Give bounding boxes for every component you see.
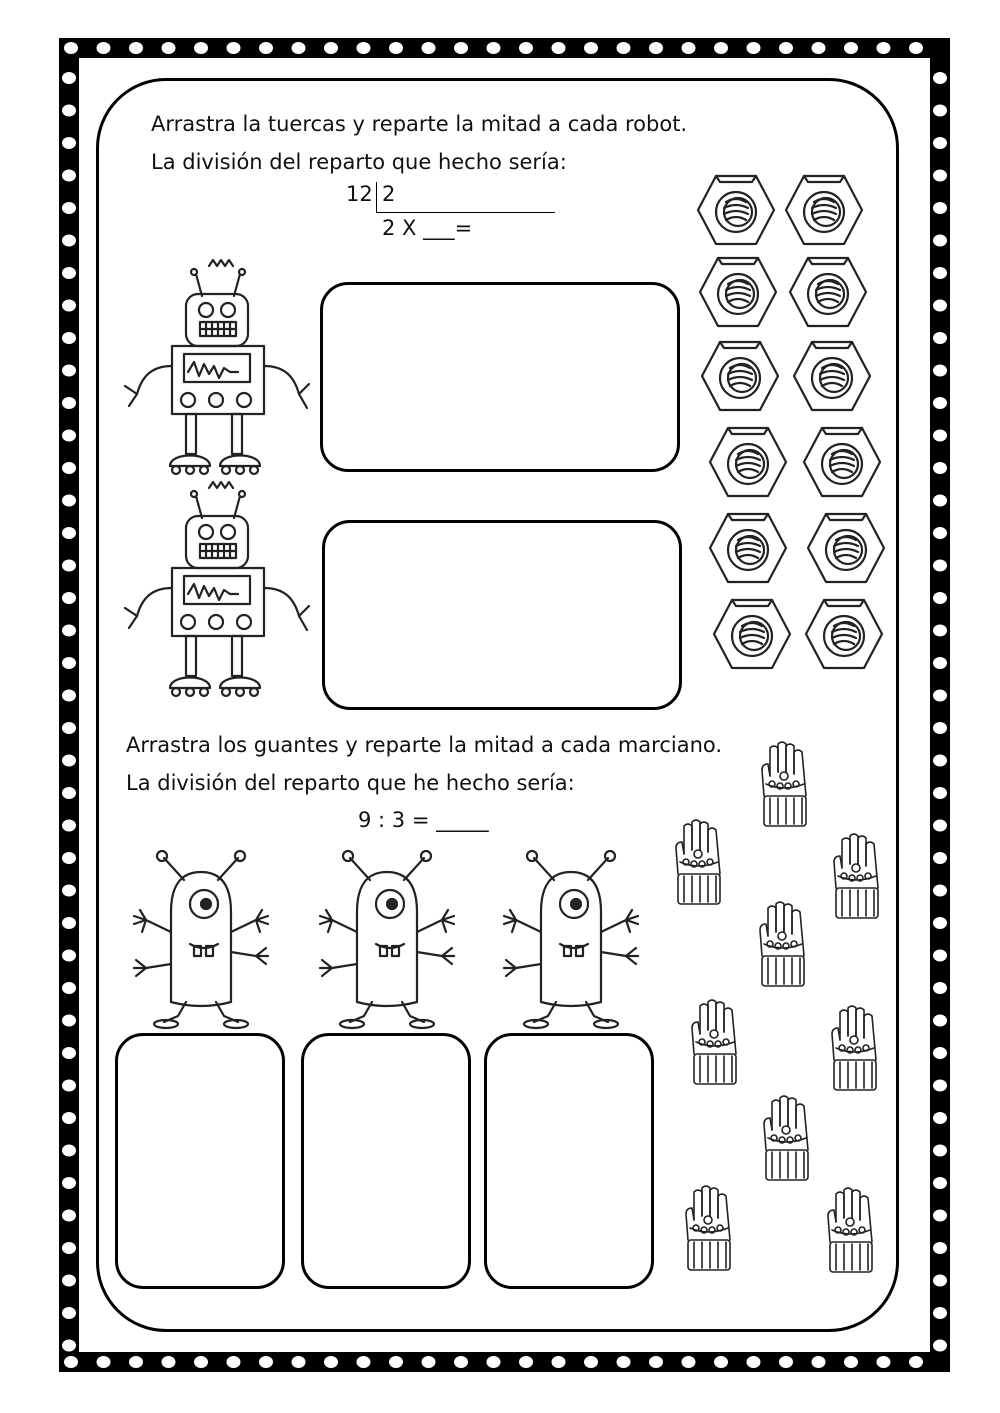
border-dot <box>62 755 76 767</box>
border-dot <box>422 42 436 54</box>
border-dot <box>227 1356 241 1368</box>
border-dot <box>933 982 947 994</box>
instruction-aliens: Arrastra los guantes y reparte la mitad a cada marciano. <box>126 733 723 757</box>
border-dot <box>844 1356 858 1368</box>
border-dot <box>62 1177 76 1189</box>
border-dot <box>62 170 76 182</box>
border-dot <box>62 982 76 994</box>
border-dot <box>933 820 947 832</box>
border-dot <box>519 1356 533 1368</box>
border-dot <box>933 105 947 117</box>
border-dot <box>64 42 78 54</box>
border-dot <box>62 787 76 799</box>
border-dot <box>357 1356 371 1368</box>
border-dot <box>933 365 947 377</box>
border-dot <box>454 42 468 54</box>
hex-nut-icon[interactable] <box>804 596 884 676</box>
border-dot <box>194 1356 208 1368</box>
border-dot <box>62 1242 76 1254</box>
border-dot <box>324 42 338 54</box>
infinity-gauntlet-icon[interactable] <box>754 900 814 994</box>
division-prompt-robots: La división del reparto que hecho sería: <box>151 150 567 174</box>
border-dot <box>933 202 947 214</box>
hex-nut-icon[interactable] <box>788 254 868 334</box>
border-dot <box>584 42 598 54</box>
division-bracket <box>376 182 555 213</box>
dividend: 12 <box>346 182 373 206</box>
border-dot <box>877 42 891 54</box>
border-dot <box>162 1356 176 1368</box>
border-dot <box>292 42 306 54</box>
infinity-gauntlet-icon[interactable] <box>758 1094 818 1188</box>
robot-2-drop-zone[interactable] <box>322 520 682 710</box>
border-dot <box>62 1047 76 1059</box>
border-dot <box>454 1356 468 1368</box>
border-dot <box>933 885 947 897</box>
border-dot <box>812 42 826 54</box>
border-dot <box>62 235 76 247</box>
border-dot <box>933 235 947 247</box>
border-dot <box>64 1356 78 1368</box>
border-dot <box>933 300 947 312</box>
border-dot <box>62 722 76 734</box>
border-dot <box>519 42 533 54</box>
border-dot <box>933 462 947 474</box>
hex-nut-icon[interactable] <box>806 510 886 590</box>
border-dot <box>62 105 76 117</box>
border-dot <box>933 430 947 442</box>
border-dot <box>129 42 143 54</box>
border-dot <box>779 1356 793 1368</box>
border-dot <box>62 1307 76 1319</box>
border-dot <box>62 592 76 604</box>
border-dot <box>877 1356 891 1368</box>
border-dot <box>933 852 947 864</box>
border-dot <box>552 42 566 54</box>
border-dot <box>62 1340 76 1352</box>
hex-nut-icon[interactable] <box>696 172 776 252</box>
border-dot <box>62 1080 76 1092</box>
border-dot <box>933 1307 947 1319</box>
infinity-gauntlet-icon[interactable] <box>686 998 746 1092</box>
border-dot <box>62 690 76 702</box>
border-dot <box>389 42 403 54</box>
alien-3-drop-zone[interactable] <box>484 1033 654 1289</box>
border-dot <box>62 885 76 897</box>
border-dot <box>62 625 76 637</box>
border-dot <box>324 1356 338 1368</box>
border-dot <box>933 72 947 84</box>
border-dot <box>617 42 631 54</box>
border-dot <box>844 42 858 54</box>
infinity-gauntlet-icon[interactable] <box>670 818 730 912</box>
alien-1-drop-zone[interactable] <box>115 1033 285 1289</box>
border-dot <box>62 430 76 442</box>
border-dot <box>97 1356 111 1368</box>
border-dot <box>933 1242 947 1254</box>
border-dot <box>714 42 728 54</box>
multiplication-line: 2 X ___= <box>382 216 473 240</box>
border-dot <box>487 42 501 54</box>
border-dot <box>649 42 663 54</box>
hex-nut-icon[interactable] <box>708 510 788 590</box>
border-dot <box>62 1145 76 1157</box>
border-dot <box>62 267 76 279</box>
infinity-gauntlet-icon[interactable] <box>826 1004 886 1098</box>
border-dot <box>933 1047 947 1059</box>
border-dot <box>62 1275 76 1287</box>
alien-2-drop-zone[interactable] <box>301 1033 471 1289</box>
border-dot <box>933 1015 947 1027</box>
border-dot <box>487 1356 501 1368</box>
infinity-gauntlet-icon[interactable] <box>756 740 816 834</box>
hex-nut-icon[interactable] <box>792 338 872 418</box>
border-dot <box>933 1145 947 1157</box>
border-dot <box>62 527 76 539</box>
hex-nut-icon[interactable] <box>802 424 882 504</box>
border-dot <box>933 1112 947 1124</box>
border-dot <box>62 397 76 409</box>
hex-nut-icon[interactable] <box>698 254 778 334</box>
hex-nut-icon[interactable] <box>708 424 788 504</box>
border-dot <box>552 1356 566 1368</box>
border-dot <box>933 917 947 929</box>
border-dot <box>933 527 947 539</box>
border-dot <box>194 42 208 54</box>
border-dot <box>584 1356 598 1368</box>
border-dot <box>62 560 76 572</box>
hex-nut-icon[interactable] <box>712 596 792 676</box>
border-dot <box>62 1112 76 1124</box>
border-dot <box>909 42 923 54</box>
border-dot <box>62 950 76 962</box>
border-dot <box>62 202 76 214</box>
border-dot <box>62 852 76 864</box>
border-dot <box>259 42 273 54</box>
border-dot <box>62 657 76 669</box>
border-dot <box>62 820 76 832</box>
border-dot <box>933 495 947 507</box>
border-dot <box>933 267 947 279</box>
border-dot <box>357 42 371 54</box>
border-dot <box>97 42 111 54</box>
border-dot <box>933 560 947 572</box>
alien-drawing <box>312 852 462 1034</box>
border-dot <box>62 72 76 84</box>
hex-nut-icon[interactable] <box>700 338 780 418</box>
border-dot <box>779 42 793 54</box>
border-dot <box>933 755 947 767</box>
infinity-gauntlet-icon[interactable] <box>680 1184 740 1278</box>
border-dot <box>747 1356 761 1368</box>
border-dot <box>747 42 761 54</box>
border-dot <box>259 1356 273 1368</box>
border-dot <box>933 1340 947 1352</box>
division-equation: 9 : 3 = _____ <box>358 808 489 832</box>
robot-1 <box>114 266 324 480</box>
border-dot <box>933 722 947 734</box>
border-dot <box>933 1275 947 1287</box>
border-dot <box>62 137 76 149</box>
border-dot <box>933 332 947 344</box>
border-dot <box>682 42 696 54</box>
border-dot <box>422 1356 436 1368</box>
border-dot <box>292 1356 306 1368</box>
alien-drawing <box>496 852 646 1034</box>
border-dot <box>933 592 947 604</box>
border-dot <box>649 1356 663 1368</box>
border-dot <box>62 462 76 474</box>
border-dot <box>62 365 76 377</box>
border-dot <box>933 137 947 149</box>
border-dot <box>617 1356 631 1368</box>
border-dot <box>933 950 947 962</box>
instruction-robots: Arrastra la tuercas y reparte la mitad a cada robot. <box>151 112 688 136</box>
robot-1-drop-zone[interactable] <box>320 282 680 472</box>
border-dot <box>812 1356 826 1368</box>
border-dot <box>162 42 176 54</box>
infinity-gauntlet-icon[interactable] <box>822 1186 882 1280</box>
border-dot <box>933 657 947 669</box>
division-prompt-aliens: La división del reparto que he hecho sería: <box>126 771 575 795</box>
alien-drawing <box>126 852 276 1034</box>
border-dot <box>389 1356 403 1368</box>
border-dot <box>62 1210 76 1222</box>
border-dot <box>933 170 947 182</box>
hex-nut-icon[interactable] <box>784 172 864 252</box>
border-dot <box>933 1177 947 1189</box>
border-dot <box>682 1356 696 1368</box>
long-division <box>340 180 560 240</box>
infinity-gauntlet-icon[interactable] <box>828 832 888 926</box>
border-dot <box>62 1015 76 1027</box>
robot-2 <box>114 488 324 702</box>
border-dot <box>933 397 947 409</box>
border-dot <box>62 495 76 507</box>
border-dot <box>933 787 947 799</box>
border-dot <box>933 625 947 637</box>
border-dot <box>933 1210 947 1222</box>
divisor: 2 <box>382 182 396 206</box>
border-dot <box>62 300 76 312</box>
border-dot <box>62 332 76 344</box>
border-dot <box>909 1356 923 1368</box>
border-dot <box>933 1080 947 1092</box>
border-dot <box>227 42 241 54</box>
border-dot <box>714 1356 728 1368</box>
border-dot <box>62 917 76 929</box>
border-dot <box>933 690 947 702</box>
border-dot <box>129 1356 143 1368</box>
